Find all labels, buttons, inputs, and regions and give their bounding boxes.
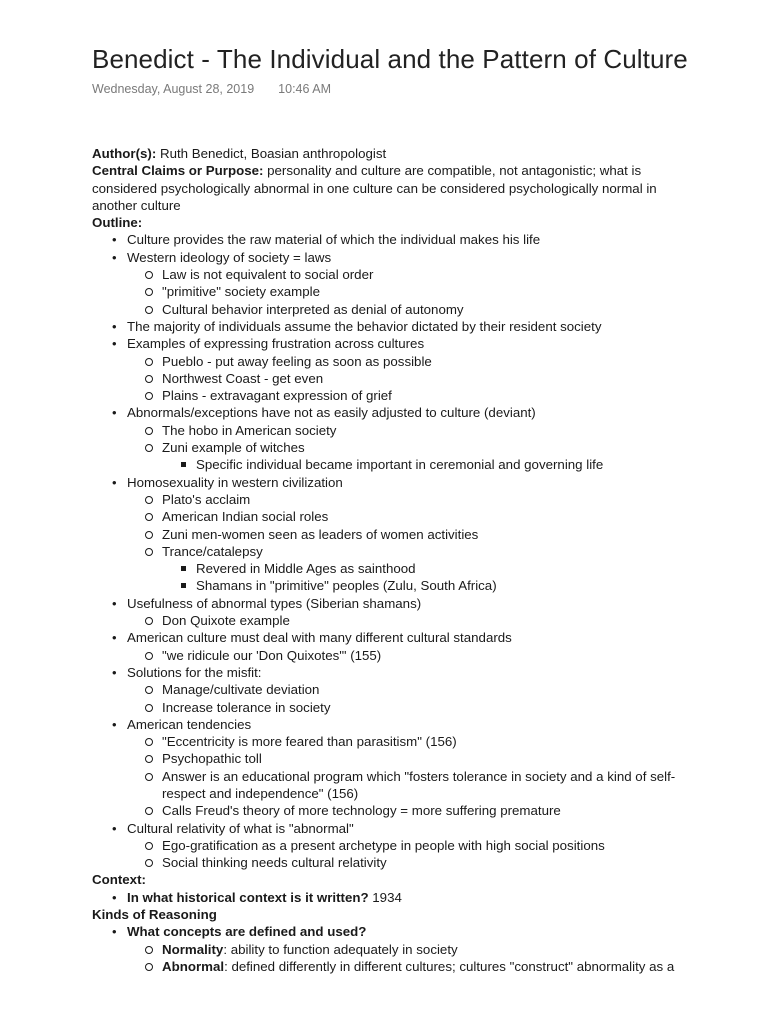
item-text: Psychopathic toll bbox=[162, 751, 262, 767]
sub-list bbox=[127, 681, 692, 716]
author-line bbox=[92, 145, 692, 162]
sub-list bbox=[127, 941, 692, 976]
claims-line bbox=[92, 162, 692, 214]
list-item bbox=[127, 422, 692, 439]
context-heading: Context: bbox=[92, 872, 146, 888]
item-text: Solutions for the misfit: bbox=[127, 664, 262, 680]
list-item bbox=[127, 941, 692, 958]
list-item bbox=[92, 889, 692, 906]
reasoning-heading: Kinds of Reasoning bbox=[92, 907, 217, 923]
item-text: The majority of individuals assume the behavior dictated by their resident society bbox=[127, 318, 602, 334]
item-text: Law is not equivalent to social order bbox=[162, 267, 374, 283]
item-text: Revered in Middle Ages as sainthood bbox=[196, 561, 416, 577]
list-item bbox=[127, 266, 692, 283]
list-item bbox=[127, 283, 692, 300]
note-body bbox=[92, 145, 692, 975]
list-item bbox=[127, 508, 692, 525]
item-text: "primitive" society example bbox=[162, 284, 320, 300]
item-text: Trance/catalepsy bbox=[162, 543, 263, 559]
list-item bbox=[127, 699, 692, 716]
list-item bbox=[92, 629, 692, 664]
item-text: Pueblo - put away feeling as soon as possible bbox=[162, 353, 432, 369]
list-item bbox=[92, 923, 692, 975]
item-text: Ego-gratification as a present archetype in people with high social positions bbox=[162, 837, 605, 853]
item-text: Northwest Coast - get even bbox=[162, 370, 324, 386]
list-item bbox=[92, 318, 692, 335]
list-item bbox=[127, 647, 692, 664]
item-text: Usefulness of abnormal types (Siberian shamans) bbox=[127, 595, 422, 611]
sub-list bbox=[127, 612, 692, 629]
list-item bbox=[127, 491, 692, 508]
item-text: "we ridicule our 'Don Quixotes'" (155) bbox=[162, 647, 382, 663]
list-item bbox=[92, 664, 692, 716]
item-text: "Eccentricity is more feared than parasitism" (156) bbox=[162, 734, 457, 750]
outline-list bbox=[92, 231, 692, 871]
list-item bbox=[127, 768, 692, 803]
item-text: Plato's acclaim bbox=[162, 491, 251, 507]
sub-list bbox=[127, 647, 692, 664]
page-time: 10:46 AM bbox=[278, 82, 331, 96]
list-item bbox=[127, 750, 692, 767]
item-text: Zuni men-women seen as leaders of women activities bbox=[162, 526, 479, 542]
item-text: American Indian social roles bbox=[162, 509, 329, 525]
list-item bbox=[92, 474, 692, 595]
item-text: Examples of expressing frustration across cultures bbox=[127, 336, 425, 352]
list-item bbox=[92, 820, 692, 872]
reasoning-list bbox=[92, 923, 692, 975]
list-item bbox=[92, 595, 692, 630]
item-text: Cultural relativity of what is "abnormal" bbox=[127, 820, 354, 836]
list-item bbox=[127, 543, 692, 595]
list-item bbox=[162, 577, 692, 594]
item-text: Social thinking needs cultural relativity bbox=[162, 855, 387, 871]
list-item bbox=[127, 301, 692, 318]
page-timestamp bbox=[92, 82, 331, 96]
list-item bbox=[92, 249, 692, 318]
item-text: American tendencies bbox=[127, 716, 252, 732]
item-label: Normality bbox=[162, 941, 224, 957]
item-text: Cultural behavior interpreted as denial of autonomy bbox=[162, 301, 464, 317]
list-item bbox=[92, 335, 692, 404]
item-text: : defined differently in different cultures; cultures "construct" abnormality as a bbox=[224, 958, 675, 974]
list-item bbox=[127, 387, 692, 404]
item-text: Homosexuality in western civilization bbox=[127, 474, 343, 490]
sub-list bbox=[127, 353, 692, 405]
list-item bbox=[127, 854, 692, 871]
author-value: Ruth Benedict, Boasian anthropologist bbox=[156, 146, 387, 161]
item-text: Western ideology of society = laws bbox=[127, 249, 332, 265]
list-item bbox=[92, 404, 692, 473]
item-text: : ability to function adequately in society bbox=[223, 941, 458, 957]
claims-value: personality and culture are compatible, not antagonistic; what is considered psychologically abnormal in one culture can be considered psychologically normal in another culture bbox=[92, 163, 657, 213]
claims-label: Central Claims or Purpose: bbox=[92, 163, 264, 179]
item-text: Specific individual became important in ceremonial and governing life bbox=[196, 457, 604, 473]
list-item bbox=[127, 837, 692, 854]
list-item bbox=[127, 802, 692, 819]
list-item bbox=[162, 560, 692, 577]
item-text: Zuni example of witches bbox=[162, 440, 305, 456]
list-item bbox=[127, 733, 692, 750]
item-text: Calls Freud's theory of more technology = more suffering premature bbox=[162, 803, 561, 819]
item-text: Increase tolerance in society bbox=[162, 699, 331, 715]
item-text: Don Quixote example bbox=[162, 613, 290, 629]
item-text: 1934 bbox=[368, 889, 402, 905]
page-title: Benedict - The Individual and the Pattern of Culture bbox=[92, 44, 688, 74]
item-label: Abnormal bbox=[162, 958, 225, 974]
page-date: Wednesday, August 28, 2019 bbox=[92, 82, 255, 96]
list-item bbox=[162, 456, 692, 473]
outline-heading: Outline: bbox=[92, 215, 143, 231]
list-item bbox=[127, 439, 692, 474]
sub-list bbox=[127, 837, 692, 872]
sub-list bbox=[127, 422, 692, 474]
list-item bbox=[92, 231, 692, 248]
list-item bbox=[127, 681, 692, 698]
item-label: What concepts are defined and used? bbox=[127, 924, 367, 940]
item-text: Manage/cultivate deviation bbox=[162, 682, 320, 698]
list-item bbox=[127, 370, 692, 387]
item-text: Culture provides the raw material of which the individual makes his life bbox=[127, 232, 541, 248]
sub-list bbox=[127, 266, 692, 318]
item-text: Plains - extravagant expression of grief bbox=[162, 388, 392, 404]
sub-list bbox=[127, 733, 692, 819]
item-text: American culture must deal with many different cultural standards bbox=[127, 630, 512, 646]
author-label: Author(s): bbox=[92, 146, 157, 161]
list-item bbox=[127, 612, 692, 629]
item-text: Answer is an educational program which "fosters tolerance in society and a kind of self-respect and independence" (156) bbox=[162, 768, 676, 801]
item-text: Shamans in "primitive" peoples (Zulu, South Africa) bbox=[196, 578, 497, 594]
list-item bbox=[127, 353, 692, 370]
context-list bbox=[92, 889, 692, 906]
item-text: Abnormals/exceptions have not as easily adjusted to culture (deviant) bbox=[127, 405, 536, 421]
sub-list bbox=[162, 560, 692, 595]
item-text: The hobo in American society bbox=[162, 422, 337, 438]
sub-list bbox=[127, 491, 692, 595]
list-item bbox=[127, 958, 692, 975]
list-item bbox=[92, 716, 692, 820]
sub-list bbox=[162, 456, 692, 473]
list-item bbox=[127, 526, 692, 543]
item-label: In what historical context is it written? bbox=[127, 889, 369, 905]
